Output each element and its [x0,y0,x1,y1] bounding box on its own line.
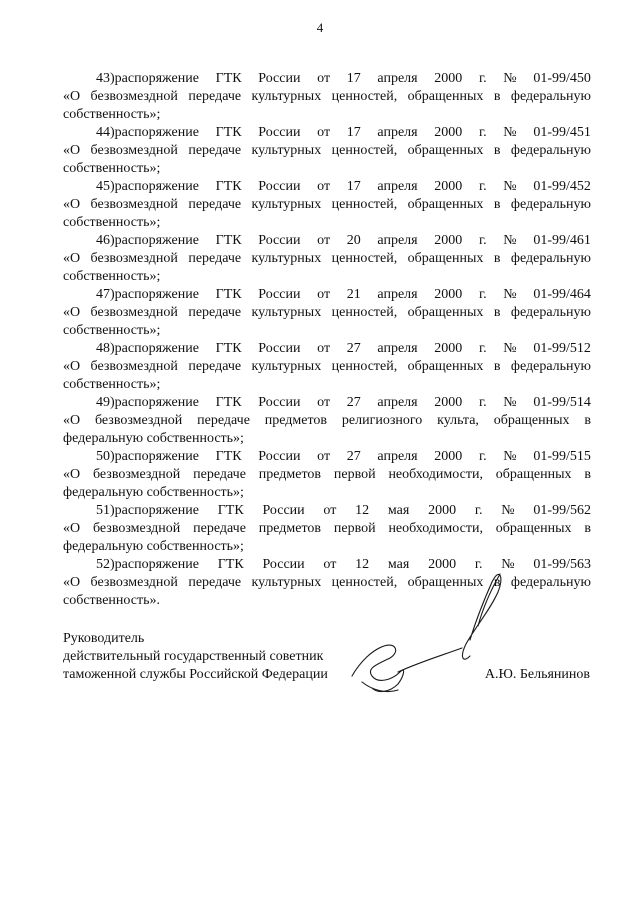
order-item-heading [63,502,591,520]
order-item-word: мая [387,503,410,518]
order-item-word: ГТК [215,395,242,410]
order-item-word: апреля [377,341,418,356]
order-item-word: России [262,557,305,572]
page-number: 4 [316,20,324,35]
order-item-index: 49) [96,395,115,410]
order-item-word: от [317,449,331,464]
order-item-word: 2000 [434,125,463,140]
order-item-word: № [503,341,517,356]
order-item-heading [63,556,591,574]
order-item [63,502,591,556]
order-item-heading [63,340,591,358]
order-item-word: распоряжение [114,125,199,140]
order-item [63,286,591,340]
order-item-word: от [317,341,331,356]
order-item-word: 2000 [434,287,463,302]
order-item-heading [63,394,591,412]
order-item-word: апреля [377,449,418,464]
order-item-word: ГТК [217,503,244,518]
order-item-word: г. [478,287,487,302]
order-item-word: России [258,395,301,410]
order-item-word: апреля [377,233,418,248]
order-item-word: 01-99/515 [533,449,591,464]
order-item-number [63,448,199,466]
order-item-index: 44) [96,125,115,140]
order-item-word: 27 [346,449,361,464]
order-item-word: от [317,125,331,140]
order-item [63,124,591,178]
order-item-word: ГТК [217,557,244,572]
order-item-word: г. [478,179,487,194]
order-item-word: 27 [346,395,361,410]
order-item-word: г. [478,341,487,356]
order-item [63,448,591,502]
order-item-index: 48) [96,341,115,356]
order-item-index: 52) [96,557,115,572]
order-item-title: «О безвозмездной передаче культурных ценностей, обращенных в федеральную собственность». [63,575,591,608]
order-item-word: апреля [377,71,418,86]
order-item-word: 01-99/461 [533,233,591,248]
order-item-title: «О безвозмездной передаче культурных ценностей, обращенных в федеральную собственность»; [63,251,591,284]
order-item [63,178,591,232]
order-item [63,394,591,448]
order-item-heading [63,124,591,142]
order-item-title: «О безвозмездной передаче культурных ценностей, обращенных в федеральную собственность»; [63,359,591,392]
order-item-word: № [503,287,517,302]
order-item-word: распоряжение [114,341,199,356]
order-item-title: «О безвозмездной передаче культурных ценностей, обращенных в федеральную собственность»; [63,89,591,122]
order-item-word: № [503,71,517,86]
order-item-word: России [258,233,301,248]
order-item-number [63,232,199,250]
order-item-word: 01-99/562 [533,503,591,518]
order-item-word: 2000 [434,449,463,464]
order-item-word: России [258,287,301,302]
order-item-word: 01-99/464 [533,287,591,302]
signature-block [63,630,328,684]
order-item-title: «О безвозмездной передаче культурных ценностей, обращенных в федеральную собственность»; [63,305,591,338]
signer-title: Руководитель [63,631,145,646]
order-item-word: России [258,449,301,464]
order-item-word: 17 [346,125,361,140]
order-item-index: 46) [96,233,115,248]
order-item-word: распоряжение [114,233,199,248]
order-item-word: России [258,179,301,194]
order-item-word: ГТК [215,71,242,86]
order-item [63,70,591,124]
order-item-word: № [501,557,515,572]
order-item-word: России [258,341,301,356]
order-item-number [63,286,199,304]
order-item-number [63,124,199,142]
order-item-heading [63,232,591,250]
order-item-number [63,178,199,196]
order-item-word: г. [478,71,487,86]
order-item-word: 17 [346,179,361,194]
order-item-word: 2000 [428,503,457,518]
order-item-word: № [503,449,517,464]
order-item-word: от [323,557,337,572]
order-item-word: г. [478,125,487,140]
order-item-word: апреля [377,125,418,140]
order-item-word: России [262,503,305,518]
order-item-heading [63,286,591,304]
order-item-number [63,556,199,574]
order-item-word: 20 [346,233,361,248]
order-item-index: 45) [96,179,115,194]
order-item [63,232,591,286]
order-item-word: 01-99/563 [533,557,591,572]
signer-rank: действительный государственный советник [63,649,324,664]
order-item [63,556,591,610]
order-item-word: г. [478,395,487,410]
order-item-word: № [503,179,517,194]
order-item-word: 2000 [434,71,463,86]
order-item-word: распоряжение [114,179,199,194]
order-item-word: распоряжение [114,287,199,302]
order-item-word: от [317,287,331,302]
order-item-number [63,70,199,88]
order-item-word: г. [478,233,487,248]
order-item-heading [63,448,591,466]
order-item-word: ГТК [215,125,242,140]
order-item-word: 2000 [434,395,463,410]
order-item-word: № [501,503,515,518]
order-item-word: № [503,395,517,410]
order-item-word: 27 [346,341,361,356]
order-item-word: от [317,395,331,410]
order-item-index: 47) [96,287,115,302]
order-item-word: ГТК [215,449,242,464]
order-item-word: 12 [355,557,370,572]
order-item-heading [63,178,591,196]
order-item-word: 12 [355,503,370,518]
order-item-word: г. [474,557,483,572]
order-item-word: 01-99/452 [533,179,591,194]
order-item-word: от [317,233,331,248]
order-item-word: 2000 [434,341,463,356]
order-item [63,340,591,394]
order-item-word: апреля [377,395,418,410]
order-item-word: 17 [346,71,361,86]
order-item-word: от [317,71,331,86]
order-item-word: ГТК [215,233,242,248]
order-item-title: «О безвозмездной передаче предметов религиозного культа, обращенных в федеральную собственность»; [63,413,591,446]
order-item-word: 01-99/514 [533,395,591,410]
order-item-word: распоряжение [114,503,199,518]
order-list [63,70,591,610]
order-item-word: 2000 [434,233,463,248]
order-item-title: «О безвозмездной передаче предметов первой необходимости, обращенных в федеральную собственность»; [63,521,591,554]
order-item-word: распоряжение [114,449,199,464]
order-item-index: 50) [96,449,115,464]
order-item-title: «О безвозмездной передаче культурных ценностей, обращенных в федеральную собственность»; [63,143,591,176]
order-item-number [63,394,199,412]
order-item-heading [63,70,591,88]
order-item-word: № [503,233,517,248]
order-item-word: 2000 [428,557,457,572]
order-item-word: апреля [377,179,418,194]
order-item-word: 2000 [434,179,463,194]
order-item-word: № [503,125,517,140]
order-item-number [63,502,199,520]
signer-name: А.Ю. Бельянинов [484,667,590,682]
order-item-title: «О безвозмездной передаче предметов первой необходимости, обращенных в федеральную собственность»; [63,467,591,500]
order-item-index: 51) [96,503,115,518]
order-item-word: 01-99/451 [533,125,591,140]
order-item-word: распоряжение [114,395,199,410]
order-item-title: «О безвозмездной передаче культурных ценностей, обращенных в федеральную собственность»; [63,197,591,230]
order-item-word: от [317,179,331,194]
order-item-word: ГТК [215,287,242,302]
order-item-word: ГТК [215,179,242,194]
order-item-word: г. [474,503,483,518]
signer-service: таможенной службы Российской Федерации [63,667,328,682]
order-item-word: 01-99/512 [533,341,591,356]
order-item-index: 43) [96,71,115,86]
order-item-word: г. [478,449,487,464]
order-item-word: распоряжение [114,557,199,572]
order-item-word: апреля [377,287,418,302]
order-item-word: распоряжение [114,71,199,86]
order-item-number [63,340,199,358]
order-item-word: мая [387,557,410,572]
order-item-word: от [323,503,337,518]
order-item-word: 01-99/450 [533,71,591,86]
order-item-word: 21 [346,287,361,302]
order-item-word: ГТК [215,341,242,356]
order-item-word: России [258,71,301,86]
order-item-word: России [258,125,301,140]
